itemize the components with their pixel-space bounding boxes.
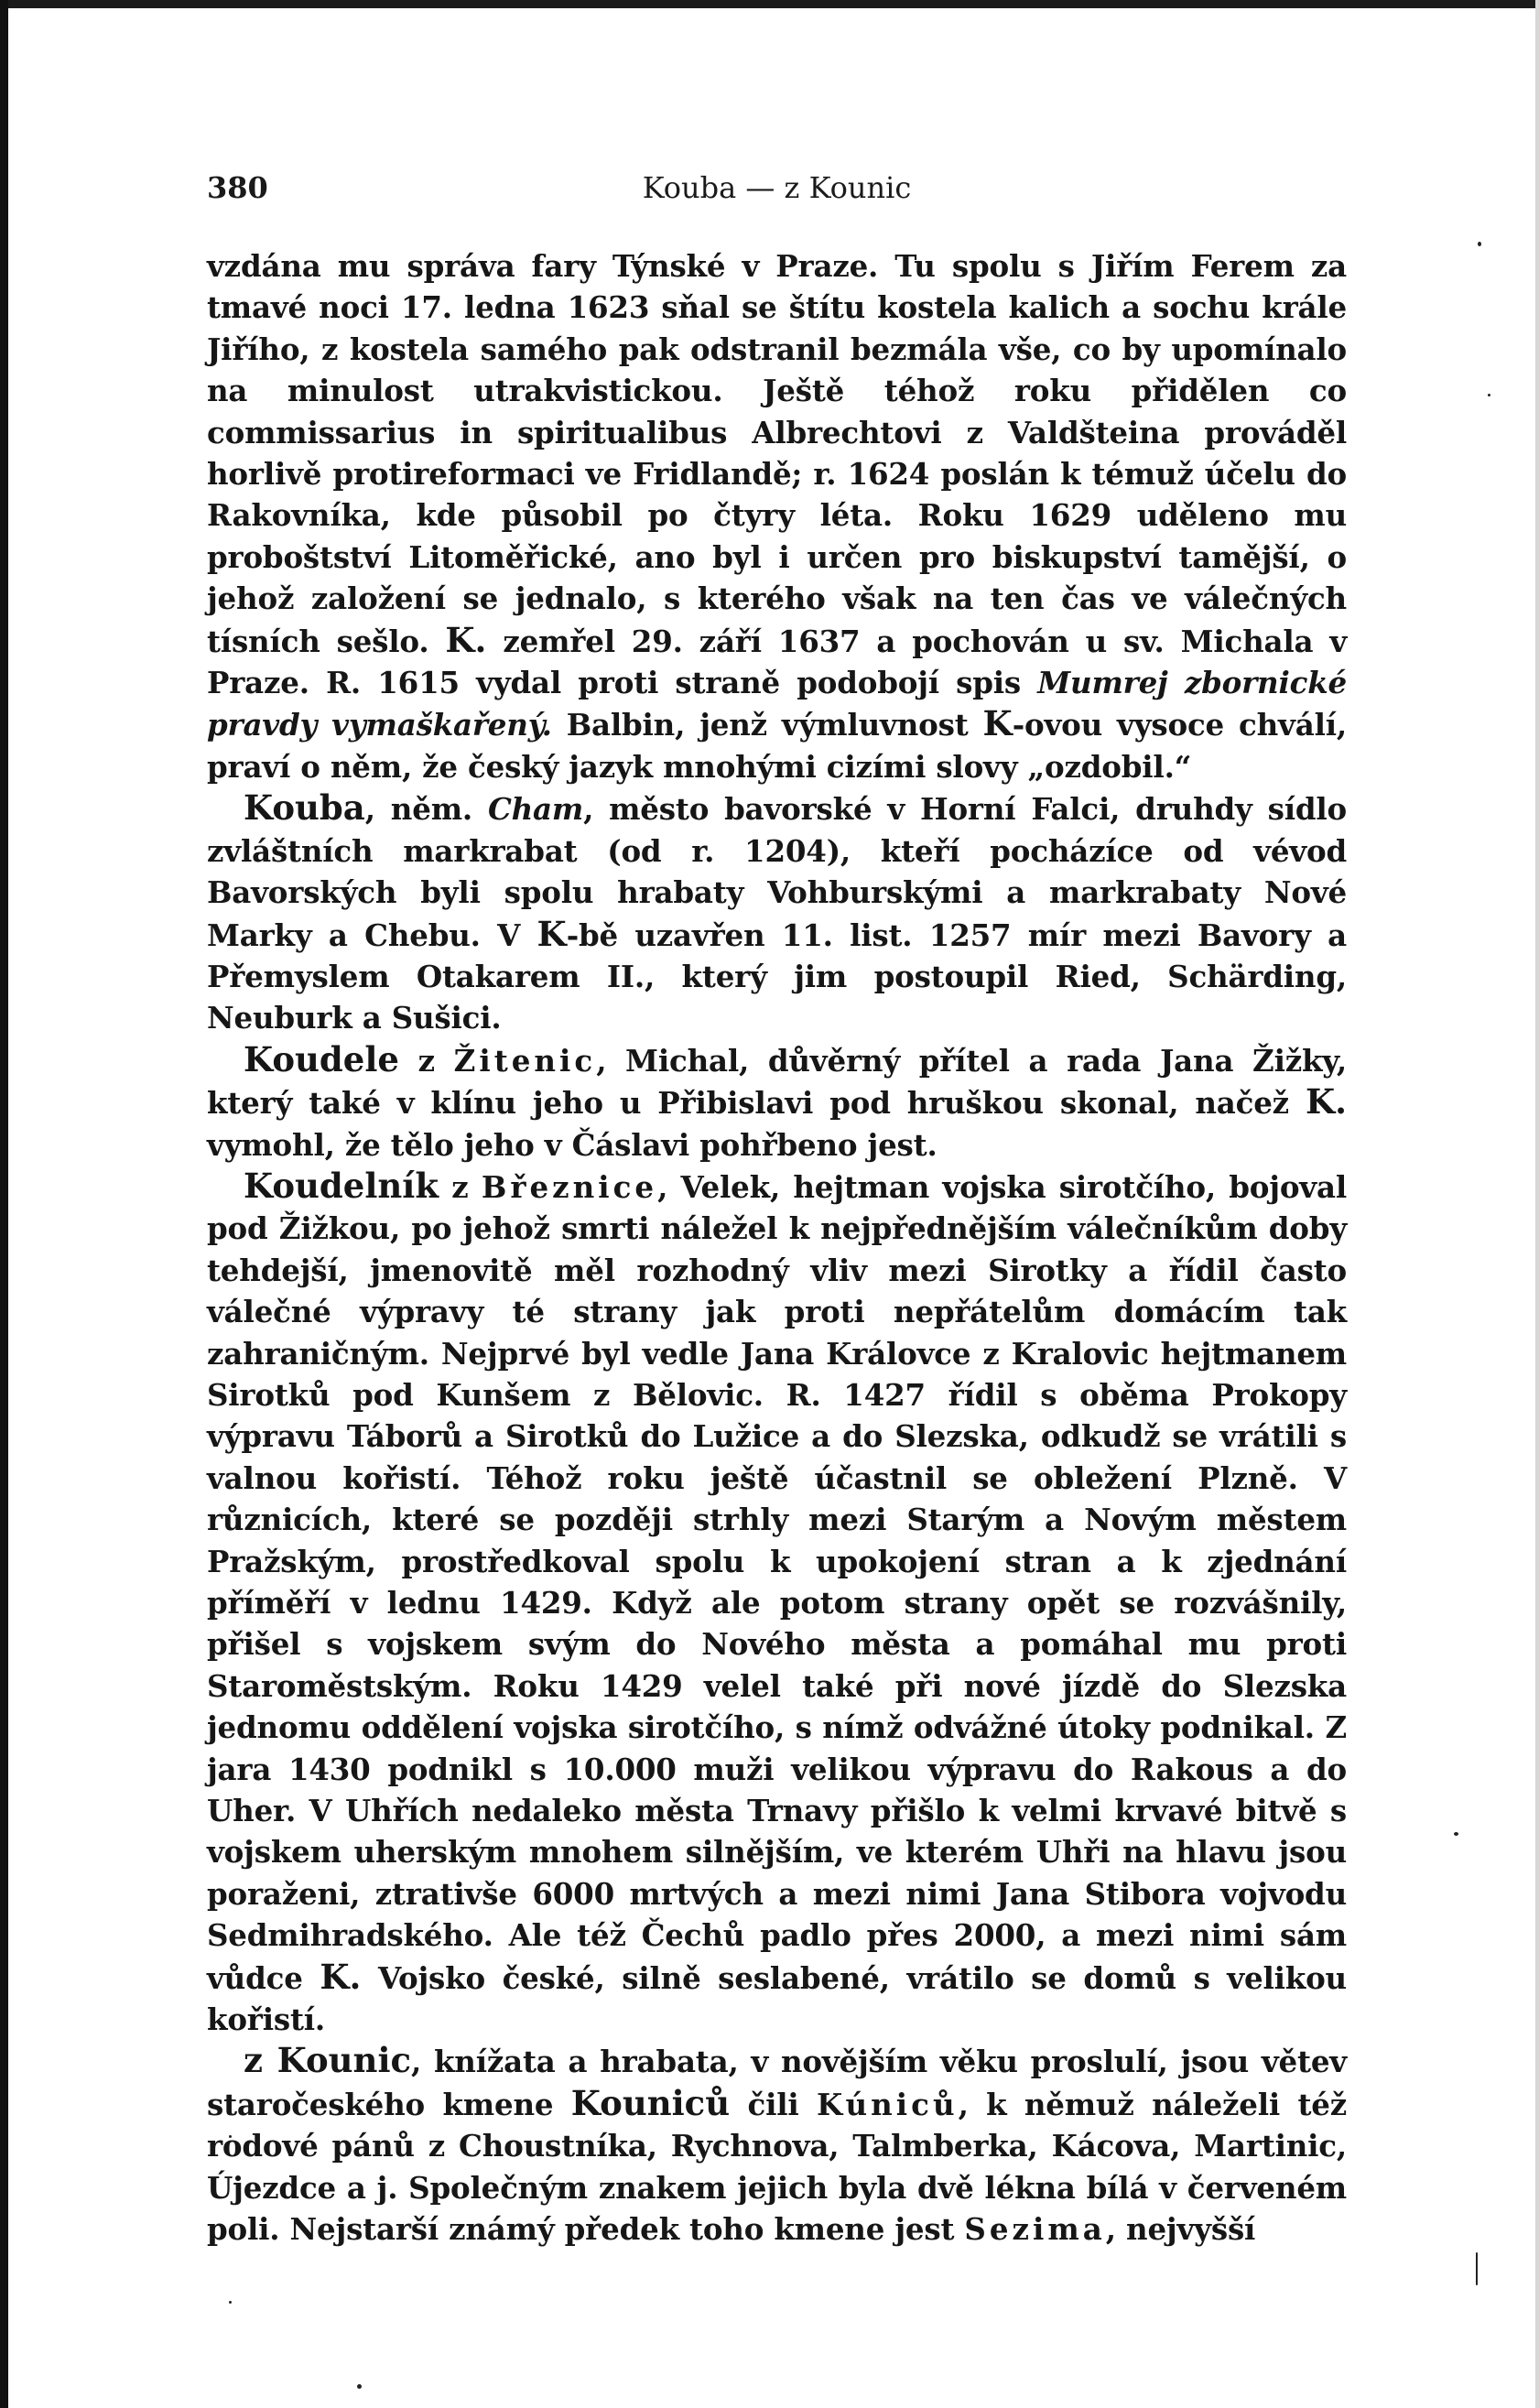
running-header [207, 170, 1347, 211]
paragraph-text: Vojsko české, silně seslabené, vrátilo se domů s velikou kořistí. [207, 1959, 1347, 2038]
entry-headword: K. [1305, 1081, 1347, 1123]
entry-headword: K. [320, 1956, 362, 1997]
paragraph-text: zemřel 29. září 1637 a pochován u sv. Michala v Praze. R. 1615 vydal proti straně podobojí spis [207, 623, 1348, 701]
paragraph-text: vymohl, že tělo jeho v Čáslavi pohřbeno jest. [207, 1126, 937, 1163]
paragraph-text: , Michal, důvěrný přítel a rada Jana Žižky, který také v klínu jeho u Přibislavi pod hruškou skonal, načež [207, 1042, 1347, 1122]
spaced-name: Žitenic [453, 1042, 597, 1079]
scan-speck [229, 2301, 232, 2304]
entry-headword: K. [445, 619, 487, 660]
entry-headword: K [982, 703, 1013, 744]
scan-edge-top [0, 0, 1539, 8]
dictionary-entry [207, 1166, 1347, 2041]
entry-headword: K [536, 913, 567, 954]
paragraph-text: čili [730, 2086, 818, 2122]
spaced-name: Sezima [964, 2211, 1106, 2248]
body-text [207, 245, 1347, 2251]
book-page [207, 170, 1347, 2251]
entry-headword: Kouniců [570, 2082, 731, 2123]
entry-headword: Kouba [244, 787, 365, 829]
entry-headword: z Kounic [244, 2040, 412, 2081]
continued-paragraph [207, 245, 1347, 787]
paragraph-text: , k němuž náleželi též rodové pánů z Choustníka, Rychnova, Talmberka, Kácova, Martinic, Újezdce a j. Společným znakem jejich byla dvě lékna bílá v červeném poli. Nejstarší známý předek toho kmene jest [207, 2086, 1348, 2248]
spaced-name: Kúniců [817, 2086, 959, 2122]
paragraph-text: z [439, 1168, 482, 1205]
paragraph-text: , něm. [364, 791, 488, 828]
page-number: 380 [207, 170, 268, 205]
spaced-name: Březnice [481, 1168, 658, 1205]
scan-edge-left [0, 0, 8, 2408]
dictionary-entry [207, 2040, 1347, 2250]
scan-speck [1488, 394, 1490, 396]
paragraph-text: -ovou vysoce chválí, praví o něm, že český jazyk mnohými cizími slovy „ozdobil.“ [207, 707, 1347, 785]
paragraph-text: -bě uzavřen 11. list. 1257 mír mezi Bavory a Přemyslem Otakarem II., který jim postoupil Ried, Schärding, Neuburk a Sušici. [207, 917, 1347, 1036]
entry-headword: Koudele [244, 1038, 399, 1079]
scan-speck [357, 2384, 362, 2389]
entry-headword: Koudelník [244, 1165, 439, 1206]
paragraph-text: , knížata a hrabata, v novějším věku proslulí, jsou větev staročeského kmene [207, 2044, 1347, 2122]
running-title: Kouba — z Kounic [642, 170, 912, 205]
paragraph-text: , Velek, hejtman vojska sirotčího, bojoval pod Žižkou, po jehož smrti náležel k nejpřednějším válečníkům doby tehdejší, jmenovitě měl rozhodný vliv mezi Sirotky a řídil často válečné výpravy té strany jak proti nepřátelům domácím tak zahraničným. Nejprvé byl vedle Jana Královce z Kralovic hejtmanem Sirotků pod Kunšem z Bělovic. R. 1427 řídil s oběma Prokopy výpravu Táborů a Sirotků do Lužice a do Slezska, odkudž se vrátili s valnou kořistí. Téhož roku ještě účastnil se obležení Plzně. V různicích, které se později strhly mezi Starým a Novým městem Pražským, prostředkoval spolu k upokojení stran a k zjednání příměří v lednu 1429. Když ale potom strany opět se rozvášnily, přišel s vojskem svým do Nového města a pomáhal mu proti Staroměstským. Roku 1429 velel také při nové jízdě do Slezska jednomu oddělení vojska sirotčího, s nímž odvážné útoky podnikal. Z jara 1430 podnikl s 10.000 muži velikou výpravu do Rakous a do Uher. V Uhřích nedaleko města Trnavy přišlo k velmi krvavé bitvě s vojskem uherským mnohem silnějším, ve kterém Uhři na hlavu jsou poraženi, ztrativše 6000 mrtvých a mezi nimi Jana Stibora vojvodu Sedmihradského. Ale též Čechů padlo přes 2000, a mezi nimi sám vůdce [207, 1168, 1347, 1996]
dictionary-entry [207, 787, 1347, 1038]
paragraph-text: z [398, 1042, 454, 1079]
scan-edge-right [1535, 0, 1539, 2408]
paragraph-text: Balbin, jenž výmluvnost [551, 707, 983, 743]
italic-text: Cham [487, 791, 584, 828]
paragraph-text: , nejvyšší [1105, 2211, 1256, 2248]
scan-speck [1478, 242, 1481, 246]
paragraph-text: , město bavorské v Horní Falci, druhdy sídlo zvláštních markrabat (od r. 1204), kteří pocházíce od vévod Bavorských byli spolu hrabaty Vohburskými a markrabaty Nové Marky a Chebu. V [207, 791, 1348, 953]
paragraph-text: vzdána mu správa fary Týnské v Praze. Tu spolu s Jiřím Ferem za tmavé noci 17. ledna 1623 sňal se štítu kostela kalich a sochu krále Jiřího, z kostela samého pak odstranil bezmála vše, co by upomínalo na minulost utrakvistickou. Ještě téhož roku přidělen co commissarius in spiritualibus Albrechtovi z Valdšteina prováděl horlivě protireformaci ve Fridlandě; r. 1624 poslán k témuž účelu do Rakovníka, kde působil po čtyry léta. Roku 1629 uděleno mu proboštství Litoměřické, ano byl i určen pro biskupství tamější, o jehož založení se jednalo, s kterého však na ten čas ve válečných tísních sešlo. [207, 248, 1347, 659]
italic-text: Mumrej zbornické pravdy vymaškařený. [207, 665, 1347, 743]
dictionary-entry [207, 1039, 1347, 1166]
scan-speck [1454, 1832, 1458, 1836]
scan-speck [1476, 2252, 1478, 2285]
